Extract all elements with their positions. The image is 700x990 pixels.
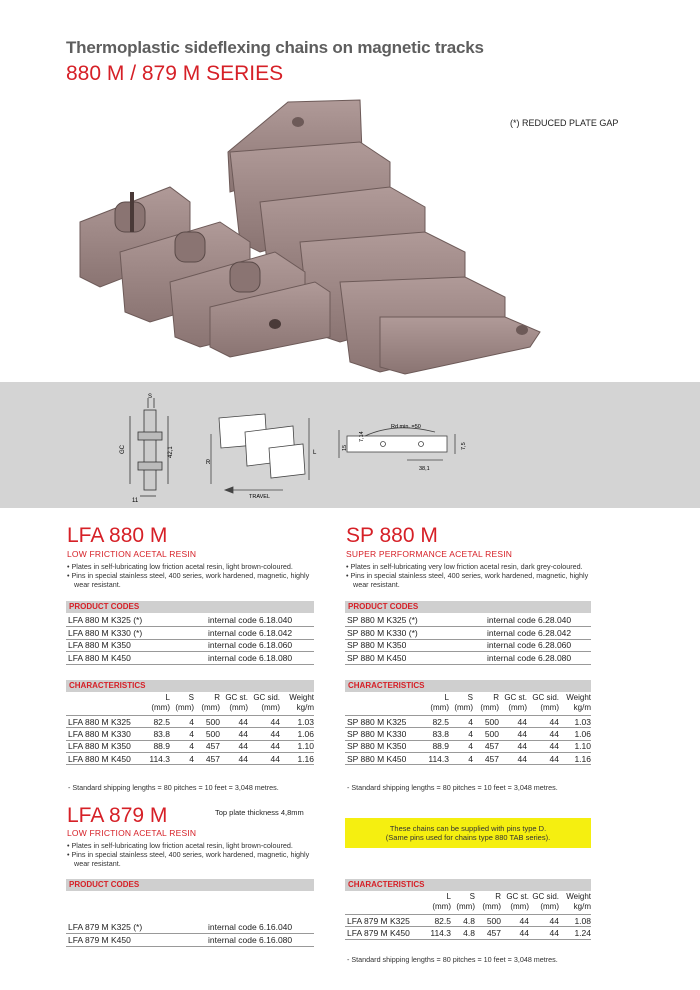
- sp880-shipping-note: - Standard shipping lengths = 80 pitches = 10 feet = 3,048 metres.: [347, 783, 558, 792]
- col-gcst-unit: (mm): [508, 703, 527, 712]
- cell-l: 114.3: [419, 927, 451, 939]
- product-name: LFA 880 M K450: [66, 652, 206, 665]
- row-name: LFA 880 M K330: [66, 728, 136, 740]
- table-row: [345, 740, 591, 752]
- bullet: • Pins in special stainless steel, 400 series, work hardened, magnetic, highly wear resistant.: [346, 571, 589, 589]
- lfa879-shipping-note: - Standard shipping lengths = 80 pitches = 10 feet = 3,048 metres.: [347, 955, 558, 964]
- cell-s: 4: [170, 716, 194, 728]
- lfa880-chars-header: CHARACTERISTICS: [66, 680, 314, 692]
- technical-drawings-band: [0, 382, 700, 508]
- row-name: LFA 880 M K350: [66, 740, 136, 752]
- travel-label: TRAVEL: [249, 494, 270, 500]
- cell-gcst: 44: [220, 740, 248, 752]
- cell-l: 114.3: [415, 752, 449, 764]
- col-s-unit: (mm): [175, 703, 194, 712]
- product-name: LFA 879 M K325 (*): [66, 921, 206, 934]
- col-gcsid: GC sid.: [532, 693, 559, 702]
- cell-r: 457: [475, 927, 501, 939]
- cell-weight: 1.16: [280, 752, 314, 764]
- row-name: SP 880 M K325: [345, 716, 415, 728]
- product-name: LFA 880 M K325 (*): [66, 614, 206, 627]
- cell-gcst: 44: [220, 728, 248, 740]
- cell-weight: 1.06: [559, 728, 591, 740]
- col-gcst: GC st.: [504, 693, 527, 702]
- cell-l: 88.9: [415, 740, 449, 752]
- cell-r: 500: [473, 728, 499, 740]
- lfa880-codes-table: [66, 614, 314, 665]
- col-r: R: [493, 693, 499, 702]
- pins-note-line-2: (Same pins used for chains type 880 TAB series).: [385, 833, 551, 842]
- sp880-subtitle: SUPER PERFORMANCE ACETAL RESIN: [346, 549, 513, 559]
- table-row: [345, 614, 591, 627]
- col-weight: Weight: [566, 892, 591, 901]
- col-l-unit: (mm): [151, 703, 170, 712]
- cell-gcsid: 44: [248, 752, 280, 764]
- dim-l-label: L: [313, 450, 317, 456]
- cell-l: 82.5: [136, 716, 170, 728]
- table-row: [66, 716, 314, 728]
- lfa880-shipping-note: - Standard shipping lengths = 80 pitches = 10 feet = 3,048 metres.: [68, 783, 279, 792]
- table-row: [66, 921, 314, 934]
- col-gcsid: GC sid.: [532, 892, 559, 901]
- col-s: S: [469, 892, 475, 901]
- table-row: [66, 728, 314, 740]
- lfa879-codes-table: [66, 921, 314, 947]
- pins-note-line-1: These chains can be supplied with pins type D.: [389, 824, 547, 833]
- cell-gcsid: 44: [529, 915, 559, 927]
- side-section-drawing: [118, 392, 178, 504]
- table-row: [66, 752, 314, 764]
- table-row: [345, 752, 591, 764]
- table-row: [345, 639, 591, 652]
- internal-code: internal code 6.16.040: [206, 921, 314, 934]
- series-title: 880 M / 879 M SERIES: [66, 62, 284, 85]
- internal-code: internal code 6.18.040: [206, 614, 314, 627]
- cell-weight: 1.10: [559, 740, 591, 752]
- lfa879-bullets: [67, 841, 322, 868]
- table-row: [345, 927, 591, 939]
- sp880-chars-table: [345, 693, 591, 765]
- product-name: SP 880 M K325 (*): [345, 614, 485, 627]
- sp880-title: SP 880 M: [346, 524, 438, 547]
- cell-gcst: 44: [501, 927, 529, 939]
- row-name: LFA 880 M K450: [66, 752, 136, 764]
- cell-weight: 1.24: [559, 927, 591, 939]
- top-plate-note: Top plate thickness 4,8mm: [215, 808, 304, 817]
- cell-gcst: 44: [220, 752, 248, 764]
- cell-r: 457: [194, 740, 220, 752]
- cell-s: 4: [170, 752, 194, 764]
- bullet: • Pins in special stainless steel, 400 series, work hardened, magnetic, highly wear resistant.: [67, 850, 310, 868]
- dim-r-label: R: [206, 460, 211, 466]
- internal-code: internal code 6.28.060: [485, 639, 591, 652]
- lfa880-codes-header: PRODUCT CODES: [66, 601, 314, 613]
- col-gcsid-unit: (mm): [261, 703, 280, 712]
- lfa880-title: LFA 880 M: [67, 524, 168, 547]
- header-row: [66, 693, 314, 716]
- cell-weight: 1.03: [559, 716, 591, 728]
- travel-drawing: [205, 404, 325, 500]
- sp880-codes-table: [345, 614, 591, 665]
- col-r-unit: (mm): [480, 703, 499, 712]
- bullet: • Pins in special stainless steel, 400 series, work hardened, magnetic, highly wear resistant.: [67, 571, 310, 589]
- col-weight-unit: kg/m: [296, 703, 314, 712]
- lfa879-chars-table: [345, 892, 591, 940]
- col-s-unit: (mm): [456, 902, 475, 911]
- lfa879-codes-header: PRODUCT CODES: [66, 879, 314, 891]
- col-gcst-unit: (mm): [229, 703, 248, 712]
- col-r: R: [495, 892, 501, 901]
- cell-gcsid: 44: [529, 927, 559, 939]
- dim-gc-label: GC: [120, 445, 126, 454]
- internal-code: internal code 6.18.042: [206, 627, 314, 640]
- sp880-chars-header: CHARACTERISTICS: [345, 680, 591, 692]
- sp880-bullets: [346, 562, 596, 589]
- cell-gcst: 44: [499, 728, 527, 740]
- dim-rd-label: Rd min. =50: [391, 424, 421, 430]
- internal-code: internal code 6.28.040: [485, 614, 591, 627]
- cell-gcst: 44: [499, 716, 527, 728]
- col-gcsid: GC sid.: [253, 693, 280, 702]
- table-row: [66, 934, 314, 947]
- bullet: • Plates in self-lubricating low friction acetal resin, light brown-coloured.: [67, 841, 293, 850]
- col-s: S: [188, 693, 194, 702]
- col-l: L: [165, 693, 170, 702]
- dim-s-label: S: [148, 394, 153, 400]
- cell-gcsid: 44: [527, 716, 559, 728]
- row-name: SP 880 M K330: [345, 728, 415, 740]
- bullet: • Plates in self-lubricating low friction acetal resin, light brown-coloured.: [67, 562, 293, 571]
- cell-weight: 1.16: [559, 752, 591, 764]
- cell-s: 4: [449, 740, 473, 752]
- cell-r: 500: [194, 728, 220, 740]
- col-l: L: [444, 693, 449, 702]
- col-gcsid-unit: (mm): [540, 703, 559, 712]
- cell-weight: 1.08: [559, 915, 591, 927]
- bullet: • Plates in self-lubricating very low friction acetal resin, dark grey-coloured.: [346, 562, 583, 571]
- dim-714-label: 7,14: [359, 431, 365, 442]
- cell-s: 4: [449, 716, 473, 728]
- cell-s: 4: [449, 752, 473, 764]
- header-row: [345, 892, 591, 915]
- cell-s: 4: [170, 740, 194, 752]
- internal-code: internal code 6.28.042: [485, 627, 591, 640]
- cell-gcsid: 44: [527, 740, 559, 752]
- col-r-unit: (mm): [201, 703, 220, 712]
- col-gcst: GC st.: [225, 693, 248, 702]
- sp880-codes-header: PRODUCT CODES: [345, 601, 591, 613]
- col-l: L: [446, 892, 451, 901]
- col-gcst: GC st.: [506, 892, 529, 901]
- cell-gcst: 44: [501, 915, 529, 927]
- table-row: [345, 728, 591, 740]
- lfa879-title: LFA 879 M: [67, 804, 168, 827]
- lfa880-subtitle: LOW FRICTION ACETAL RESIN: [67, 549, 197, 559]
- dim-75-label: 7,5: [461, 442, 467, 450]
- cell-gcsid: 44: [527, 728, 559, 740]
- dim-381-label: 38,1: [419, 466, 430, 472]
- row-name: SP 880 M K450: [345, 752, 415, 764]
- dim-42-label: 42,1: [168, 446, 174, 458]
- cell-gcsid: 44: [248, 728, 280, 740]
- cell-gcst: 44: [499, 752, 527, 764]
- col-weight-unit: kg/m: [573, 902, 591, 911]
- product-name: SP 880 M K450: [345, 652, 485, 665]
- cell-r: 500: [194, 716, 220, 728]
- dim-15-label: 15: [342, 444, 348, 451]
- col-s: S: [467, 693, 473, 702]
- table-row: [66, 652, 314, 665]
- cell-l: 83.8: [415, 728, 449, 740]
- lfa880-bullets: [67, 562, 322, 589]
- lfa879-subtitle: LOW FRICTION ACETAL RESIN: [67, 828, 197, 838]
- col-gcsid-unit: (mm): [540, 902, 559, 911]
- page-title: Thermoplastic sideflexing chains on magnetic tracks: [66, 38, 484, 57]
- product-name: SP 880 M K350: [345, 639, 485, 652]
- chain-product-image: [60, 92, 600, 382]
- table-row: [345, 716, 591, 728]
- col-r-unit: (mm): [482, 902, 501, 911]
- table-row: [66, 614, 314, 627]
- cell-s: 4.8: [451, 915, 475, 927]
- row-name: SP 880 M K350: [345, 740, 415, 752]
- cell-weight: 1.10: [280, 740, 314, 752]
- table-row: [66, 740, 314, 752]
- col-gcst-unit: (mm): [510, 902, 529, 911]
- cell-gcsid: 44: [248, 716, 280, 728]
- pins-type-note: [345, 818, 591, 848]
- cell-s: 4: [170, 728, 194, 740]
- table-row: [66, 627, 314, 640]
- col-weight: Weight: [289, 693, 314, 702]
- col-s-unit: (mm): [454, 703, 473, 712]
- cell-r: 500: [473, 716, 499, 728]
- cell-r: 457: [473, 752, 499, 764]
- col-r: R: [214, 693, 220, 702]
- cell-gcsid: 44: [527, 752, 559, 764]
- product-name: LFA 879 M K450: [66, 934, 206, 947]
- cell-gcst: 44: [220, 716, 248, 728]
- table-row: [66, 639, 314, 652]
- row-name: LFA 879 M K325: [345, 915, 419, 927]
- table-row: [345, 915, 591, 927]
- dim-11-label: 11: [132, 498, 139, 504]
- table-row: [345, 627, 591, 640]
- header-row: [345, 693, 591, 716]
- cell-s: 4.8: [451, 927, 475, 939]
- internal-code: internal code 6.18.080: [206, 652, 314, 665]
- cell-gcsid: 44: [248, 740, 280, 752]
- product-name: LFA 880 M K350: [66, 639, 206, 652]
- cell-s: 4: [449, 728, 473, 740]
- cell-r: 457: [194, 752, 220, 764]
- cell-l: 82.5: [415, 716, 449, 728]
- cell-l: 82.5: [419, 915, 451, 927]
- row-name: LFA 879 M K450: [345, 927, 419, 939]
- internal-code: internal code 6.16.080: [206, 934, 314, 947]
- internal-code: internal code 6.28.080: [485, 652, 591, 665]
- cell-l: 83.8: [136, 728, 170, 740]
- col-weight-unit: kg/m: [573, 703, 591, 712]
- profile-drawing: [335, 418, 475, 474]
- reduced-gap-note: (*) REDUCED PLATE GAP: [510, 118, 619, 128]
- row-name: LFA 880 M K325: [66, 716, 136, 728]
- cell-gcst: 44: [499, 740, 527, 752]
- cell-weight: 1.06: [280, 728, 314, 740]
- cell-l: 88.9: [136, 740, 170, 752]
- lfa879-chars-header: CHARACTERISTICS: [345, 879, 591, 891]
- col-l-unit: (mm): [432, 902, 451, 911]
- cell-r: 500: [475, 915, 501, 927]
- table-row: [345, 652, 591, 665]
- product-name: SP 880 M K330 (*): [345, 627, 485, 640]
- cell-weight: 1.03: [280, 716, 314, 728]
- col-weight: Weight: [566, 693, 591, 702]
- product-name: LFA 880 M K330 (*): [66, 627, 206, 640]
- lfa880-chars-table: [66, 693, 314, 765]
- internal-code: internal code 6.18.060: [206, 639, 314, 652]
- col-l-unit: (mm): [430, 703, 449, 712]
- cell-l: 114.3: [136, 752, 170, 764]
- cell-r: 457: [473, 740, 499, 752]
